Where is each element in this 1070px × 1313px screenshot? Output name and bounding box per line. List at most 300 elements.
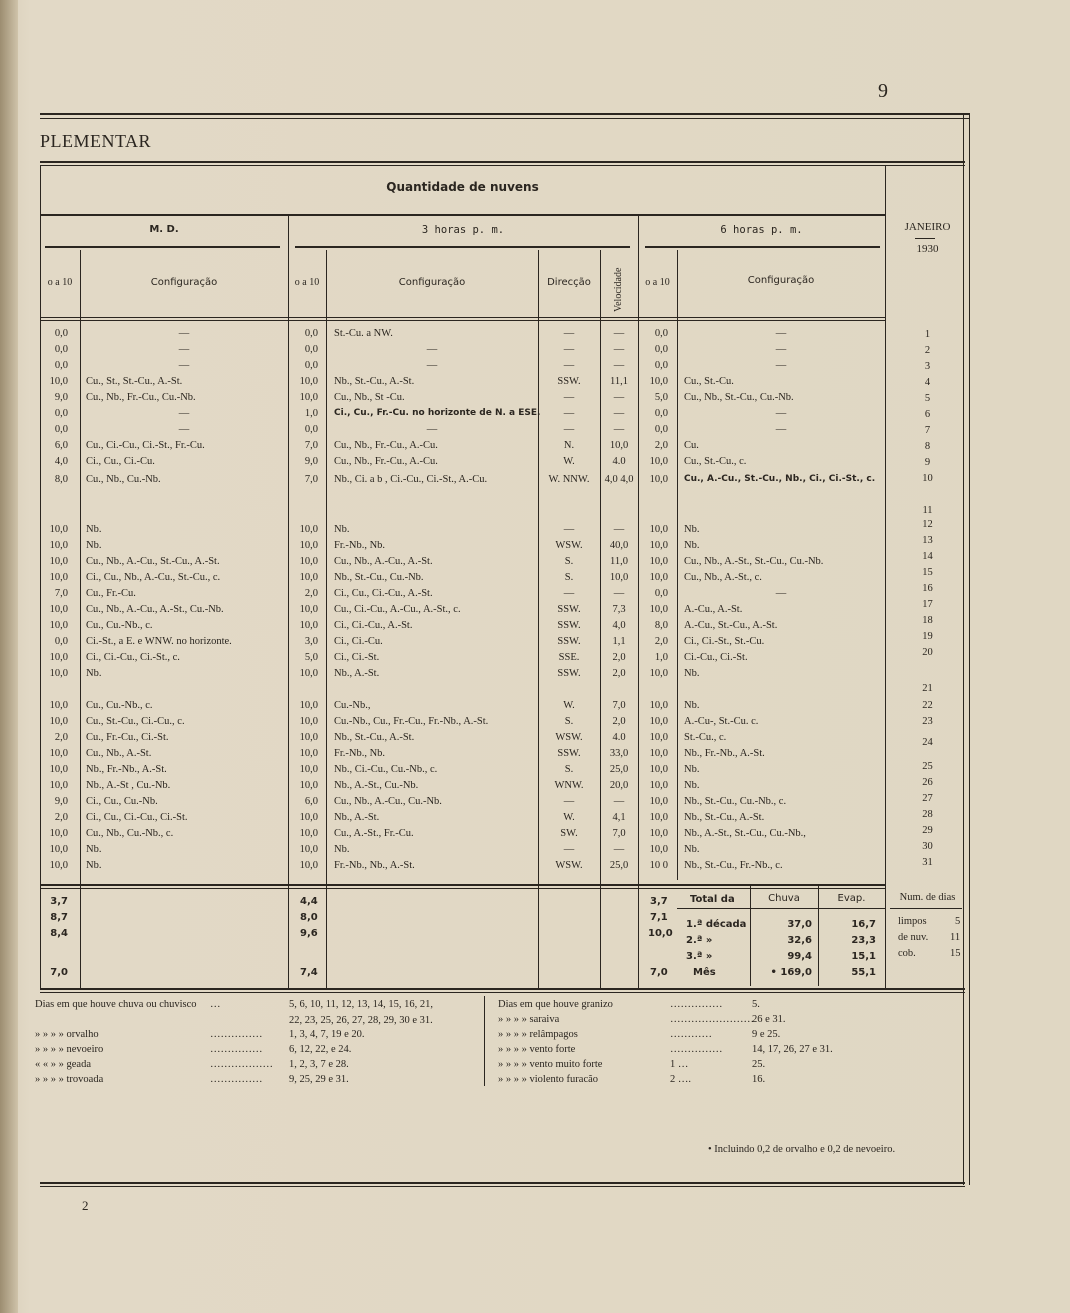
velocidade: 33,0 (609, 748, 629, 759)
day-number: 26 (922, 777, 933, 788)
h3-cover: 10,0 (299, 780, 318, 791)
note-days: 1, 3, 4, 7, 19 e 20. (289, 1029, 365, 1040)
h6-config: Cu. (684, 440, 699, 451)
evap-1: 16,7 (851, 919, 876, 930)
h6-cover: 10,0 (649, 456, 668, 467)
md-config: Cu., Cu.-Nb., c. (86, 700, 153, 711)
h3-config: Ci., Ci.-St. (334, 652, 380, 663)
h3-config: Cu., Nb., Fr.-Cu., A.-Cu. (334, 440, 438, 451)
day-number: 11 (922, 505, 933, 516)
h6-config: Nb. (684, 700, 700, 711)
h6-config: Cu., Nb., St.-Cu., Cu.-Nb. (684, 392, 794, 403)
h6-config: — (775, 408, 787, 419)
velocidade: 4.0 (612, 732, 626, 743)
h3-cover: 10,0 (299, 860, 318, 871)
velocidade: 11,0 (610, 556, 628, 567)
md-cover: 2,0 (54, 812, 68, 823)
direccao: WSW. (555, 732, 583, 743)
direccao: — (563, 328, 575, 339)
md-cover: 0,0 (54, 360, 68, 371)
note-dots: …………… (670, 999, 723, 1010)
md-cover: 10,0 (49, 376, 68, 387)
h6-cover: 10,0 (649, 780, 668, 791)
note-dots: 1 … (670, 1059, 689, 1070)
h6-config: — (775, 588, 787, 599)
day-number: 31 (922, 857, 933, 868)
h3-cover: 3,0 (304, 636, 318, 647)
h3-cover: 6,0 (304, 796, 318, 807)
velocidade: 4.0 (612, 456, 626, 467)
h6-config: Cu., St.-Cu., c. (684, 456, 747, 467)
h6-config: Nb. (684, 780, 700, 791)
md-config: Nb., A.-St , Cu.-Nb. (86, 780, 171, 791)
day-number: 17 (922, 599, 933, 610)
h3-cover: 10,0 (299, 844, 318, 855)
h6-cover: 0,0 (654, 360, 668, 371)
cob-label: cob. (898, 948, 916, 959)
h3-config: Cu., Nb., St -Cu. (334, 392, 405, 403)
summary-md-1: 3,7 (50, 896, 68, 907)
day-number: 24 (922, 737, 933, 748)
md-cover: 4,0 (54, 456, 68, 467)
md-cover: 10,0 (49, 860, 68, 871)
denuv-label: de nuv. (898, 932, 929, 943)
md-cover: 10,0 (49, 700, 68, 711)
h6-config: — (775, 360, 787, 371)
note-label: Dias em que houve granizo (498, 999, 613, 1010)
chuva-1: 37,0 (787, 919, 812, 930)
md-config: — (178, 344, 190, 355)
md-config: Cu., Nb., Cu.-Nb., c. (86, 828, 174, 839)
md-cover: 10,0 (49, 652, 68, 663)
chuva-2: 32,6 (787, 935, 812, 946)
md-config: Nb. (86, 668, 102, 679)
direccao: — (563, 844, 575, 855)
evap-mes: 55,1 (851, 967, 876, 978)
h3-config: Nb., Ci. a b , Ci.-Cu., Ci.-St., A.-Cu. (334, 474, 488, 485)
h6-cover: 2,0 (654, 636, 668, 647)
direccao: N. (563, 440, 575, 451)
day-number: 3 (924, 361, 931, 372)
h6-config: — (775, 328, 787, 339)
day-number: 2 (924, 345, 931, 356)
month-label: JANEIRO (904, 221, 951, 233)
col-md-config: Configuração (150, 277, 218, 288)
note-dots: ……………… (210, 1059, 273, 1070)
velocidade: 7,0 (612, 700, 626, 711)
h6-cover: 10 0 (649, 860, 668, 871)
h6-cover: 2,0 (654, 440, 668, 451)
md-cover: 0,0 (54, 636, 68, 647)
h6-config: Cu., Nb., A.-St., St.-Cu., Cu.-Nb. (684, 556, 824, 567)
h6-cover: 0,0 (654, 424, 668, 435)
h3-cover: 10,0 (299, 764, 318, 775)
h6-cover: 10,0 (649, 524, 668, 535)
footer-page-number: 2 (82, 1198, 89, 1213)
summary-3h-mes: 7,4 (300, 967, 318, 978)
md-config: Ci., Cu., Cu.-Nb. (86, 796, 158, 807)
day-number: 29 (922, 825, 933, 836)
md-cover: 9,0 (54, 796, 68, 807)
direccao: — (563, 796, 575, 807)
h3-config: Ci., Cu., Ci.-Cu., A.-St. (334, 588, 433, 599)
direccao: — (563, 392, 575, 403)
h3-cover: 10,0 (299, 556, 318, 567)
col-6h-config: Configuração (747, 275, 815, 286)
day-number: 4 (924, 377, 931, 388)
md-cover: 8,0 (54, 474, 68, 485)
limpos-value: 5 (955, 916, 961, 927)
md-cover: 0,0 (54, 344, 68, 355)
h6-config: Nb., St.-Cu., Fr.-Nb., c. (684, 860, 783, 871)
evap-3: 15,1 (851, 951, 876, 962)
h6-cover: 10,0 (649, 844, 668, 855)
denuv-value: 11 (950, 932, 961, 943)
h6-config: Nb. (684, 668, 700, 679)
summary-6h-3: 10,0 (648, 928, 673, 939)
h3-config: Nb., A.-St., Cu.-Nb. (334, 780, 419, 791)
group-6h: 6 horas p. m. (720, 224, 803, 236)
h3-config: — (426, 424, 438, 435)
h6-config: Cu., St.-Cu. (684, 376, 734, 387)
h6-cover: 10,0 (649, 700, 668, 711)
md-config: Cu., Cu.-Nb., c. (86, 620, 153, 631)
md-config: — (178, 408, 190, 419)
md-cover: 6,0 (54, 440, 68, 451)
direccao: SSW. (557, 668, 581, 679)
note-label: « « » » geada (35, 1059, 91, 1070)
direccao: SSW. (557, 748, 581, 759)
direccao: W. (563, 700, 575, 711)
velocidade: 7,0 (612, 828, 626, 839)
h6-config: St.-Cu., c. (684, 732, 727, 743)
md-config: Nb., Fr.-Nb., A.-St. (86, 764, 167, 775)
md-config: Cu., Ci.-Cu., Ci.-St., Fr.-Cu. (86, 440, 205, 451)
h3-cover: 10,0 (299, 700, 318, 711)
md-config: — (178, 424, 190, 435)
h3-config: Cu., Ci.-Cu., A.-Cu., A.-St., c. (334, 604, 461, 615)
note-dots: ………… (670, 1029, 712, 1040)
md-config: Ci., Ci.-Cu., Ci.-St., c. (86, 652, 180, 663)
h6-config: Nb., Fr.-Nb., A.-St. (684, 748, 765, 759)
md-config: Ci., Cu., Ci.-Cu., Ci.-St. (86, 812, 188, 823)
md-cover: 0,0 (54, 408, 68, 419)
velocidade: 4,0 (612, 620, 626, 631)
note-days: 16. (752, 1074, 766, 1085)
h3-cover: 10,0 (299, 620, 318, 631)
velocidade: 7,3 (612, 604, 626, 615)
summary-3h-1: 4,4 (300, 896, 318, 907)
h6-config: A.-Cu., A.-St. (684, 604, 743, 615)
col-3h-config: Configuração (398, 277, 466, 288)
md-config: Cu., St., St.-Cu., A.-St. (86, 376, 183, 387)
md-config: Cu., Fr.-Cu., Ci.-St. (86, 732, 169, 743)
h6-config: Nb. (684, 540, 700, 551)
md-config: Ci.-St., a E. e WNW. no horizonte. (86, 636, 232, 647)
h3-config: Ci., Ci.-Cu. (334, 636, 383, 647)
note-dots: …………… (670, 1044, 723, 1055)
direccao: SSW. (557, 604, 581, 615)
direccao: WNW. (554, 780, 584, 791)
day-number: 15 (922, 567, 933, 578)
note-dots: … (210, 999, 221, 1010)
summary-md-mes: 7,0 (50, 967, 68, 978)
h6-config: A.-Cu-, St.-Cu. c. (684, 716, 759, 727)
h3-config: Cu.-Nb., (334, 700, 371, 711)
h3-config: Cu., Nb., A.-Cu., Cu.-Nb. (334, 796, 442, 807)
h6-config: A.-Cu., St.-Cu., A.-St. (684, 620, 778, 631)
note-days: 9 e 25. (752, 1029, 781, 1040)
md-config: Ci., Cu., Nb., A.-Cu., St.-Cu., c. (86, 572, 221, 583)
h6-config: Nb. (684, 524, 700, 535)
direccao: SSW. (557, 636, 581, 647)
col-6h-scale: o a 10 (645, 277, 670, 288)
h6-cover: 10,0 (649, 764, 668, 775)
h6-config: Nb., St.-Cu., Cu.-Nb., c. (684, 796, 787, 807)
page-title: PLEMENTAR (40, 131, 152, 151)
h6-config: Cu., A.-Cu., St.-Cu., Nb., Ci., Ci.-St., c. (684, 474, 876, 484)
md-cover: 10,0 (49, 828, 68, 839)
note-label: » » » » vento muito forte (498, 1059, 603, 1070)
velocidade: 2,0 (612, 652, 626, 663)
direccao: SW. (560, 828, 578, 839)
h6-cover: 10,0 (649, 474, 668, 485)
summary-3h-2: 8,0 (300, 912, 318, 923)
h6-cover: 0,0 (654, 344, 668, 355)
total-label: Total da (690, 894, 735, 905)
velocidade: 4,0 4,0 (604, 474, 634, 485)
md-cover: 10,0 (49, 604, 68, 615)
h6-cover: 1,0 (654, 652, 668, 663)
velocidade: 10,0 (609, 440, 629, 451)
h6-config: Nb., St.-Cu., A.-St. (684, 812, 765, 823)
md-cover: 10,0 (49, 524, 68, 535)
note-days: 6, 12, 22, e 24. (289, 1044, 352, 1055)
direccao: — (563, 424, 575, 435)
direccao: S. (564, 764, 574, 775)
h6-cover: 0,0 (654, 408, 668, 419)
day-number: 30 (922, 841, 933, 852)
velocidade: 40,0 (609, 540, 629, 551)
mes-label: Mês (693, 967, 716, 978)
velocidade: 1,1 (612, 636, 626, 647)
h6-cover: 0,0 (654, 328, 668, 339)
md-config: Cu., St.-Cu., Ci.-Cu., c. (86, 716, 185, 727)
h3-cover: 0,0 (304, 344, 318, 355)
direccao: WSW. (555, 860, 583, 871)
md-cover: 10,0 (49, 748, 68, 759)
velocidade: — (613, 524, 625, 535)
h3-cover: 10,0 (299, 828, 318, 839)
h3-config: Cu., A.-St., Fr.-Cu. (334, 828, 414, 839)
col-direccao: Direcção (547, 277, 591, 288)
h3-cover: 9,0 (304, 456, 318, 467)
direccao: W. (563, 812, 575, 823)
decada-3-label: 3.ª » (686, 951, 713, 962)
day-number: 16 (922, 583, 933, 594)
evap-label: Evap. (837, 893, 866, 904)
velocidade: — (613, 424, 625, 435)
footnote: • Incluindo 0,2 de orvalho e 0,2 de nevoeiro. (708, 1144, 896, 1155)
h3-config: Nb., St.-Cu., Cu.-Nb. (334, 572, 424, 583)
h3-cover: 10,0 (299, 572, 318, 583)
h3-config: Nb., St.-Cu., A.-St. (334, 732, 415, 743)
h3-cover: 10,0 (299, 716, 318, 727)
note-dots: …………………… (670, 1014, 754, 1025)
h6-cover: 10,0 (649, 540, 668, 551)
md-config: — (178, 328, 190, 339)
day-number: 22 (922, 700, 933, 711)
velocidade: 4,1 (612, 812, 626, 823)
day-number: 10 (922, 473, 933, 484)
h6-config: Ci., Ci.-St., St.-Cu. (684, 636, 765, 647)
h3-cover: 0,0 (304, 328, 318, 339)
note-days: 1, 2, 3, 7 e 28. (289, 1059, 349, 1070)
h6-cover: 10,0 (649, 732, 668, 743)
summary-md-3: 8,4 (50, 928, 68, 939)
binding-spine (0, 0, 18, 1313)
note-label: » » » » orvalho (35, 1029, 99, 1040)
md-config: Cu., Nb., Cu.-Nb. (86, 474, 161, 485)
md-cover: 7,0 (54, 588, 68, 599)
h3-cover: 7,0 (304, 440, 318, 451)
col-md-scale: o a 10 (47, 277, 73, 288)
velocidade: — (613, 344, 625, 355)
h3-cover: 10,0 (299, 604, 318, 615)
day-number: 14 (922, 551, 933, 562)
decada-1-label: 1.ª década (686, 919, 747, 930)
velocidade: 11,1 (610, 376, 628, 387)
h6-cover: 10,0 (649, 812, 668, 823)
h3-config: Nb., St.-Cu., A.-St. (334, 376, 415, 387)
note-days: 14, 17, 26, 27 e 31. (752, 1044, 833, 1055)
velocidade: — (613, 796, 625, 807)
h3-cover: 5,0 (304, 652, 318, 663)
h3-cover: 10,0 (299, 524, 318, 535)
h3-config: Ci., Cu., Fr.-Cu. no horizonte de N. a ESE. (334, 408, 541, 418)
direccao: — (563, 360, 575, 371)
day-number: 1 (924, 329, 931, 340)
day-number: 21 (922, 683, 933, 694)
note-label: » » » » relâmpagos (498, 1029, 578, 1040)
h3-config: Cu., Nb., Fr.-Cu., A.-Cu. (334, 456, 438, 467)
h3-config: Nb. (334, 844, 350, 855)
md-cover: 0,0 (54, 328, 68, 339)
h3-cover: 1,0 (304, 408, 318, 419)
day-number: 27 (922, 793, 933, 804)
num-dias-label: Num. de dias (899, 892, 956, 903)
h6-cover: 5,0 (654, 392, 668, 403)
day-number: 7 (924, 425, 931, 436)
h3-config: — (426, 360, 438, 371)
direccao: S. (564, 556, 574, 567)
h6-config: — (775, 424, 787, 435)
h6-cover: 8,0 (654, 620, 668, 631)
h6-config: Ci.-Cu., Ci.-St. (684, 652, 748, 663)
h6-config: — (775, 344, 787, 355)
page-number: 9 (878, 80, 888, 102)
h6-cover: 10,0 (649, 604, 668, 615)
h6-cover: 10,0 (649, 572, 668, 583)
h3-cover: 10,0 (299, 376, 318, 387)
md-config: — (178, 360, 190, 371)
note-label: » » » » nevoeiro (35, 1044, 104, 1055)
note-days: 22, 23, 25, 26, 27, 28, 29, 30 e 31. (289, 1015, 433, 1026)
md-cover: 10,0 (49, 556, 68, 567)
velocidade: — (613, 328, 625, 339)
md-cover: 10,0 (49, 540, 68, 551)
note-days: 26 e 31. (752, 1014, 786, 1025)
h6-config: Nb. (684, 764, 700, 775)
day-number: 6 (924, 409, 931, 420)
chuva-3: 99,4 (787, 951, 812, 962)
group-md: M. D. (149, 224, 179, 235)
day-number: 25 (922, 761, 933, 772)
h6-config: Cu., Nb., A.-St., c. (684, 572, 762, 583)
note-dots: …………… (210, 1044, 263, 1055)
h6-cover: 10,0 (649, 716, 668, 727)
h6-config: Nb. (684, 844, 700, 855)
h3-config: Fr.-Nb., Nb., A.-St. (334, 860, 415, 871)
velocidade: 10,0 (609, 572, 629, 583)
direccao: SSE. (558, 652, 580, 663)
velocidade: 20,0 (609, 780, 629, 791)
md-config: Ci., Cu., Ci.-Cu. (86, 456, 155, 467)
md-cover: 9,0 (54, 392, 68, 403)
md-cover: 0,0 (54, 424, 68, 435)
direccao: S. (564, 572, 574, 583)
day-number: 8 (924, 441, 931, 452)
direccao: W. NNW. (548, 474, 590, 485)
md-config: Cu., Nb., A.-Cu., St.-Cu., A.-St. (86, 556, 220, 567)
day-number: 5 (924, 393, 931, 404)
velocidade: 25,0 (609, 764, 629, 775)
md-cover: 2,0 (54, 732, 68, 743)
velocidade: 2,0 (612, 716, 626, 727)
direccao: SSW. (557, 376, 581, 387)
chuva-label: Chuva (768, 893, 800, 904)
direccao: S. (564, 716, 574, 727)
note-label: » » » » trovoada (35, 1074, 104, 1085)
md-cover: 10,0 (49, 780, 68, 791)
summary-6h-mes: 7,0 (650, 967, 668, 978)
h3-config: Fr.-Nb., Nb. (334, 540, 386, 551)
md-config: Nb. (86, 524, 102, 535)
md-config: Cu., Nb., A.-Cu., A.-St., Cu.-Nb. (86, 604, 224, 615)
direccao: — (563, 344, 575, 355)
direccao: WSW. (555, 540, 583, 551)
h3-cover: 10,0 (299, 748, 318, 759)
evap-2: 23,3 (851, 935, 876, 946)
note-label: » » » » vento forte (498, 1044, 576, 1055)
h3-cover: 10,0 (299, 732, 318, 743)
day-number: 23 (922, 716, 933, 727)
limpos-label: limpos (898, 916, 927, 927)
md-config: Nb. (86, 540, 102, 551)
h3-cover: 0,0 (304, 424, 318, 435)
note-dots: …………… (210, 1029, 263, 1040)
h3-config: Cu.-Nb., Cu., Fr.-Cu., Fr.-Nb., A.-St. (334, 716, 489, 727)
velocidade: 25,0 (609, 860, 629, 871)
direccao: W. (563, 456, 575, 467)
h3-cover: 7,0 (304, 474, 318, 485)
md-cover: 10,0 (49, 764, 68, 775)
note-label: » » » » violento furacão (498, 1074, 599, 1085)
chuva-mes: • 169,0 (770, 967, 812, 978)
velocidade: — (613, 360, 625, 371)
h3-config: St.-Cu. a NW. (334, 328, 393, 339)
h6-cover: 10,0 (649, 796, 668, 807)
